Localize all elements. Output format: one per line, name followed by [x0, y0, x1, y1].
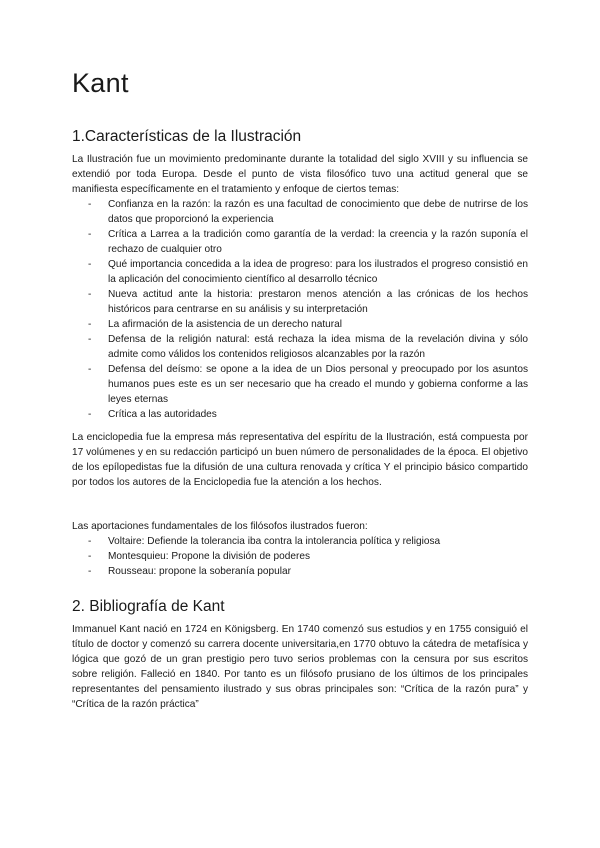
list-item [72, 534, 528, 549]
bullet-dash: - [88, 199, 92, 210]
list-item-text: Crítica a las autoridades [108, 409, 217, 420]
encyclopedia-paragraph: La enciclopedia fue la empresa más representativa del espíritu de la Ilustración, está compuesta por 17 volúmenes y en su redacción participó un buen número de personalidades de la época. El objetivo de los epílopedistas fue la difusión de una cultura renovada y crítica Y el principio básico compartido por todos los autores de la Enciclopedia fue la atención a los hechos. [72, 432, 528, 488]
bullet-dash: - [88, 566, 92, 577]
list-item-text: Defensa del deísmo: se opone a la idea de un Dios personal y preocupado por los asuntos humanos pues este es un ser necesario que ha creado el mundo y gobierna conforme a las leyes eternas [108, 364, 528, 405]
list-item [72, 197, 528, 227]
kant-biography-paragraph: Immanuel Kant nació en 1724 en Königsberg. En 1740 comenzó sus estudios y en 1755 consiguió el título de doctor y comenzó su carrera docente universitaria,en 1770 obtuvo la cátedra de metafísica y lógica que gozó de un gran prestigio pero tuvo serios problemas con la censura por sus escritos sobre religión. Falleció en 1840. Por tanto es un filósofo prusiano de los últimos de los principales representantes del pensamiento ilustrado y sus obras principales son: “Crítica de la razón pura” y “Crítica de la razón práctica” [72, 624, 528, 710]
bullet-dash: - [88, 551, 92, 562]
bullet-dash: - [88, 289, 92, 300]
section-2-heading: 2. Bibliografía de Kant [72, 598, 225, 615]
list-item [72, 332, 528, 362]
list-item-text: Voltaire: Defiende la tolerancia iba contra la intolerancia política y religiosa [108, 536, 441, 547]
list-item [72, 564, 528, 579]
list-item-text: Montesquieu: Propone la división de poderes [108, 551, 311, 562]
bullet-dash: - [88, 409, 92, 420]
list-item [72, 257, 528, 287]
list-item-text: Rousseau: propone la soberanía popular [108, 566, 291, 577]
bullet-dash: - [88, 259, 92, 270]
bullet-dash: - [88, 364, 92, 375]
contributions-list [72, 534, 528, 579]
contributions-intro: Las aportaciones fundamentales de los filósofos ilustrados fueron: [72, 521, 368, 532]
list-item [72, 362, 528, 407]
bullet-dash: - [88, 229, 92, 240]
bullet-dash: - [88, 334, 92, 345]
section-1-heading: 1.Características de la Ilustración [72, 128, 302, 145]
list-item-text: Crítica a Larrea a la tradición como garantía de la verdad: la creencia y la razón suponía el rechazo de cualquier otro [108, 229, 528, 255]
bullet-dash: - [88, 319, 92, 330]
list-item-text: Defensa de la religión natural: está rechaza la idea misma de la revelación divina y sólo admite como válidos los contenidos religiosos alcanzables por la razón [108, 334, 528, 360]
section-1-intro-paragraph: La Ilustración fue un movimiento predominante durante la totalidad del siglo XVIII y su influencia se extendió por toda Europa. Desde el punto de vista filosófico tuvo una actitud general que se manifiesta específicamente en el tratamiento y enfoque de ciertos temas: [72, 154, 528, 195]
bullet-dash: - [88, 536, 92, 547]
list-item [72, 317, 528, 332]
list-item [72, 407, 528, 422]
characteristics-list [72, 197, 528, 422]
list-item-text: Nueva actitud ante la historia: prestaron menos atención a las crónicas de los hechos históricos para centrarse en su análisis y su interpretación [108, 289, 528, 315]
page-title: Kant [72, 68, 129, 98]
list-item [72, 549, 528, 564]
list-item-text: La afirmación de la asistencia de un derecho natural [108, 319, 342, 330]
list-item [72, 227, 528, 257]
list-item-text: Confianza en la razón: la razón es una facultad de conocimiento que debe de nutrirse de los datos que proporcionó la experiencia [108, 199, 528, 225]
list-item [72, 287, 528, 317]
list-item-text: Qué importancia concedida a la idea de progreso: para los ilustrados el progreso consistió en la aplicación del conocimiento científico al desarrollo técnico [108, 259, 528, 285]
